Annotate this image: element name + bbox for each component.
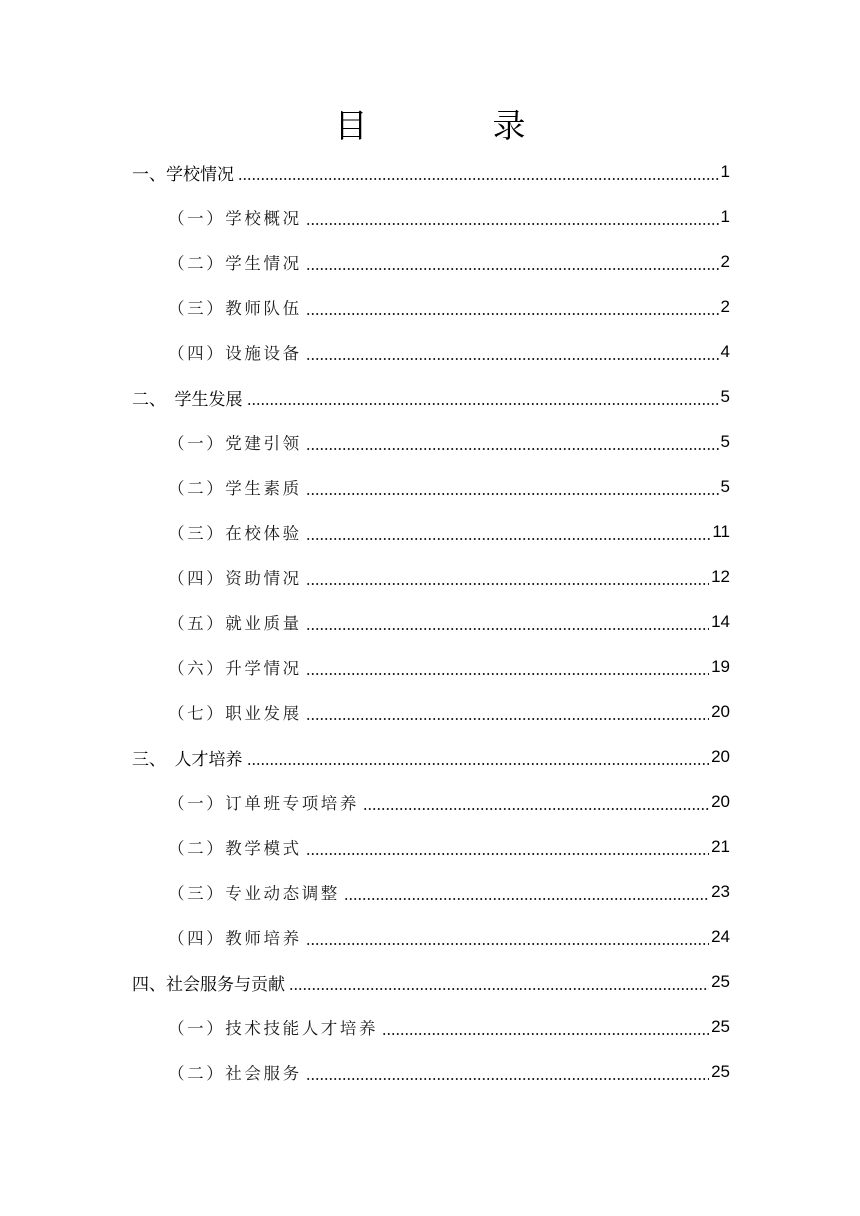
dot-leader xyxy=(247,763,710,765)
dot-leader xyxy=(306,853,709,855)
toc-entry-talent-cultivation[interactable] xyxy=(132,735,730,779)
toc-entry-label: 三、 人才培养 xyxy=(132,749,243,770)
toc-entry-social-service-contribution[interactable] xyxy=(132,960,730,1004)
toc-page-number: 20 xyxy=(711,702,730,721)
toc-page-number: 20 xyxy=(711,747,730,766)
dot-leader xyxy=(306,943,709,945)
toc-entry-teaching-staff[interactable] xyxy=(168,285,730,329)
toc-entry-label: （一）技术技能人才培养 xyxy=(168,1019,379,1038)
dot-leader xyxy=(306,538,711,540)
toc-entry-campus-experience[interactable] xyxy=(168,510,730,554)
toc-page-number: 25 xyxy=(711,1017,730,1036)
toc-entry-skilled-talent-training[interactable] xyxy=(168,1005,730,1049)
toc-entry-school-overview[interactable] xyxy=(168,195,730,239)
toc-entry-social-service[interactable] xyxy=(168,1050,730,1094)
toc-entry-student-quality[interactable] xyxy=(168,465,730,509)
toc-entry-label: 二、 学生发展 xyxy=(132,389,243,410)
toc-page-number: 4 xyxy=(720,342,730,361)
dot-leader xyxy=(306,268,719,270)
dot-leader xyxy=(344,898,709,900)
toc-entry-label: （二）学生情况 xyxy=(168,254,302,273)
toc-page-number: 11 xyxy=(712,522,730,541)
dot-leader xyxy=(306,448,719,450)
toc-page-number: 2 xyxy=(720,297,730,316)
dot-leader xyxy=(247,403,719,405)
toc-page-number: 5 xyxy=(720,387,730,406)
toc-entry-career-development[interactable] xyxy=(168,690,730,734)
dot-leader xyxy=(363,808,709,810)
toc-entry-label: （二）教学模式 xyxy=(168,839,302,858)
toc-entry-label: （四）设施设备 xyxy=(168,344,302,363)
toc-entry-school-status[interactable] xyxy=(132,150,730,194)
toc-page-number: 25 xyxy=(711,972,730,991)
dot-leader xyxy=(306,1078,709,1080)
dot-leader xyxy=(306,313,719,315)
toc-page-number: 5 xyxy=(720,477,730,496)
toc-entry-label: （六）升学情况 xyxy=(168,659,302,678)
dot-leader xyxy=(306,718,709,720)
dot-leader xyxy=(306,628,709,630)
toc-page-number: 1 xyxy=(720,162,730,181)
dot-leader xyxy=(306,673,709,675)
toc-page-number: 19 xyxy=(711,657,730,676)
toc-entry-party-building[interactable] xyxy=(168,420,730,464)
toc-entry-financial-aid[interactable] xyxy=(168,555,730,599)
toc-entry-label: （一）学校概况 xyxy=(168,209,302,228)
toc-entry-label: （七）职业发展 xyxy=(168,704,302,723)
toc-entry-label: （三）教师队伍 xyxy=(168,299,302,318)
toc-entry-teacher-training[interactable] xyxy=(168,915,730,959)
dot-leader xyxy=(289,988,709,990)
toc-entry-employment-quality[interactable] xyxy=(168,600,730,644)
toc-entry-label: （二）学生素质 xyxy=(168,479,302,498)
toc-entry-further-education[interactable] xyxy=(168,645,730,689)
toc-page-number: 14 xyxy=(711,612,730,631)
toc-page-number: 2 xyxy=(720,252,730,271)
dot-leader xyxy=(306,358,719,360)
page-title: 目 录 xyxy=(334,106,572,145)
toc-page-number: 1 xyxy=(720,207,730,226)
toc-entry-order-class-training[interactable] xyxy=(168,780,730,824)
toc-entry-label: （二）社会服务 xyxy=(168,1064,302,1083)
toc-entry-facilities[interactable] xyxy=(168,330,730,374)
toc-entry-teaching-model[interactable] xyxy=(168,825,730,869)
toc-entry-label: 四、社会服务与贡献 xyxy=(132,974,285,995)
dot-leader xyxy=(306,493,719,495)
dot-leader xyxy=(306,223,719,225)
toc-entry-label: （一）党建引领 xyxy=(168,434,302,453)
toc-entry-label: （一）订单班专项培养 xyxy=(168,794,359,813)
toc-page-number: 23 xyxy=(711,882,730,901)
toc-entry-label: （三）专业动态调整 xyxy=(168,884,340,903)
dot-leader xyxy=(238,178,719,180)
toc-page-number: 12 xyxy=(711,567,730,586)
dot-leader xyxy=(306,583,709,585)
toc-entry-student-development[interactable] xyxy=(132,375,730,419)
toc-entry-label: （四）资助情况 xyxy=(168,569,302,588)
toc-page-number: 20 xyxy=(711,792,730,811)
dot-leader xyxy=(382,1033,709,1035)
toc-entry-label: （四）教师培养 xyxy=(168,929,302,948)
toc-page-number: 5 xyxy=(720,432,730,451)
toc-entry-label: （三）在校体验 xyxy=(168,524,302,543)
toc-entry-student-status[interactable] xyxy=(168,240,730,284)
toc-page-number: 21 xyxy=(711,837,730,856)
toc-page-number: 25 xyxy=(711,1062,730,1081)
toc-entry-major-adjustment[interactable] xyxy=(168,870,730,914)
toc-page-number: 24 xyxy=(711,927,730,946)
toc-entry-label: （五）就业质量 xyxy=(168,614,302,633)
toc-entry-label: 一、学校情况 xyxy=(132,164,234,185)
